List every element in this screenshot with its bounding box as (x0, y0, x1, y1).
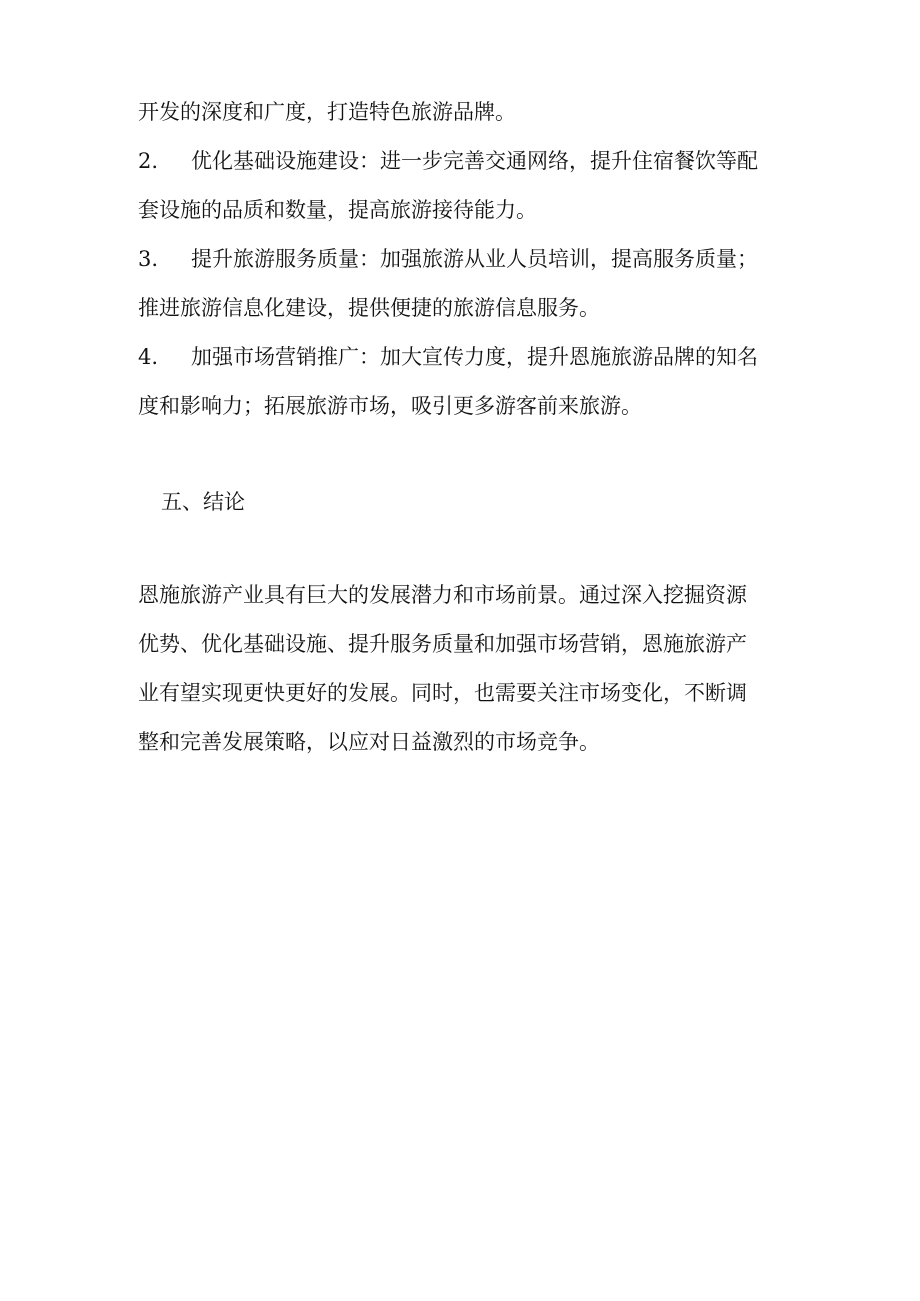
list-item-3-line-1 (138, 235, 778, 284)
list-item-2-line-1 (138, 137, 778, 186)
list-number: 3. (138, 247, 159, 271)
list-item-4-line-2: 度和影响力；拓展旅游市场，吸引更多游客前来旅游。 (138, 394, 642, 418)
conclusion-line: 业有望实现更快更好的发展。同时，也需要关注市场变化，不断调 (138, 681, 747, 705)
list-item-text: 加强市场营销推广：加大宣传力度，提升恩施旅游品牌的知名 (191, 345, 758, 369)
recommendations-section (138, 88, 778, 431)
conclusion-line: 恩施旅游产业具有巨大的发展潜力和市场前景。通过深入挖掘资源 (138, 583, 747, 607)
conclusion-line: 整和完善发展策略，以应对日益激烈的市场竞争。 (138, 730, 600, 754)
list-item-4-line-1 (138, 333, 778, 382)
section-heading: 五、结论 (161, 490, 245, 514)
list-number: 4. (138, 345, 159, 369)
conclusion-line: 优势、优化基础设施、提升服务质量和加强市场营销，恩施旅游产 (138, 632, 747, 656)
continuation-line: 开发的深度和广度，打造特色旅游品牌。 (138, 100, 516, 124)
list-number: 2. (138, 149, 159, 173)
list-item-text: 提升旅游服务质量：加强旅游从业人员培训，提高服务质量； (191, 247, 758, 271)
list-item-2-line-2: 套设施的品质和数量，提高旅游接待能力。 (138, 198, 537, 222)
list-item-3-line-2: 推进旅游信息化建设，提供便捷的旅游信息服务。 (138, 296, 600, 320)
list-item-text: 优化基础设施建设：进一步完善交通网络，提升住宿餐饮等配 (191, 149, 758, 173)
conclusion-paragraph (138, 571, 778, 767)
